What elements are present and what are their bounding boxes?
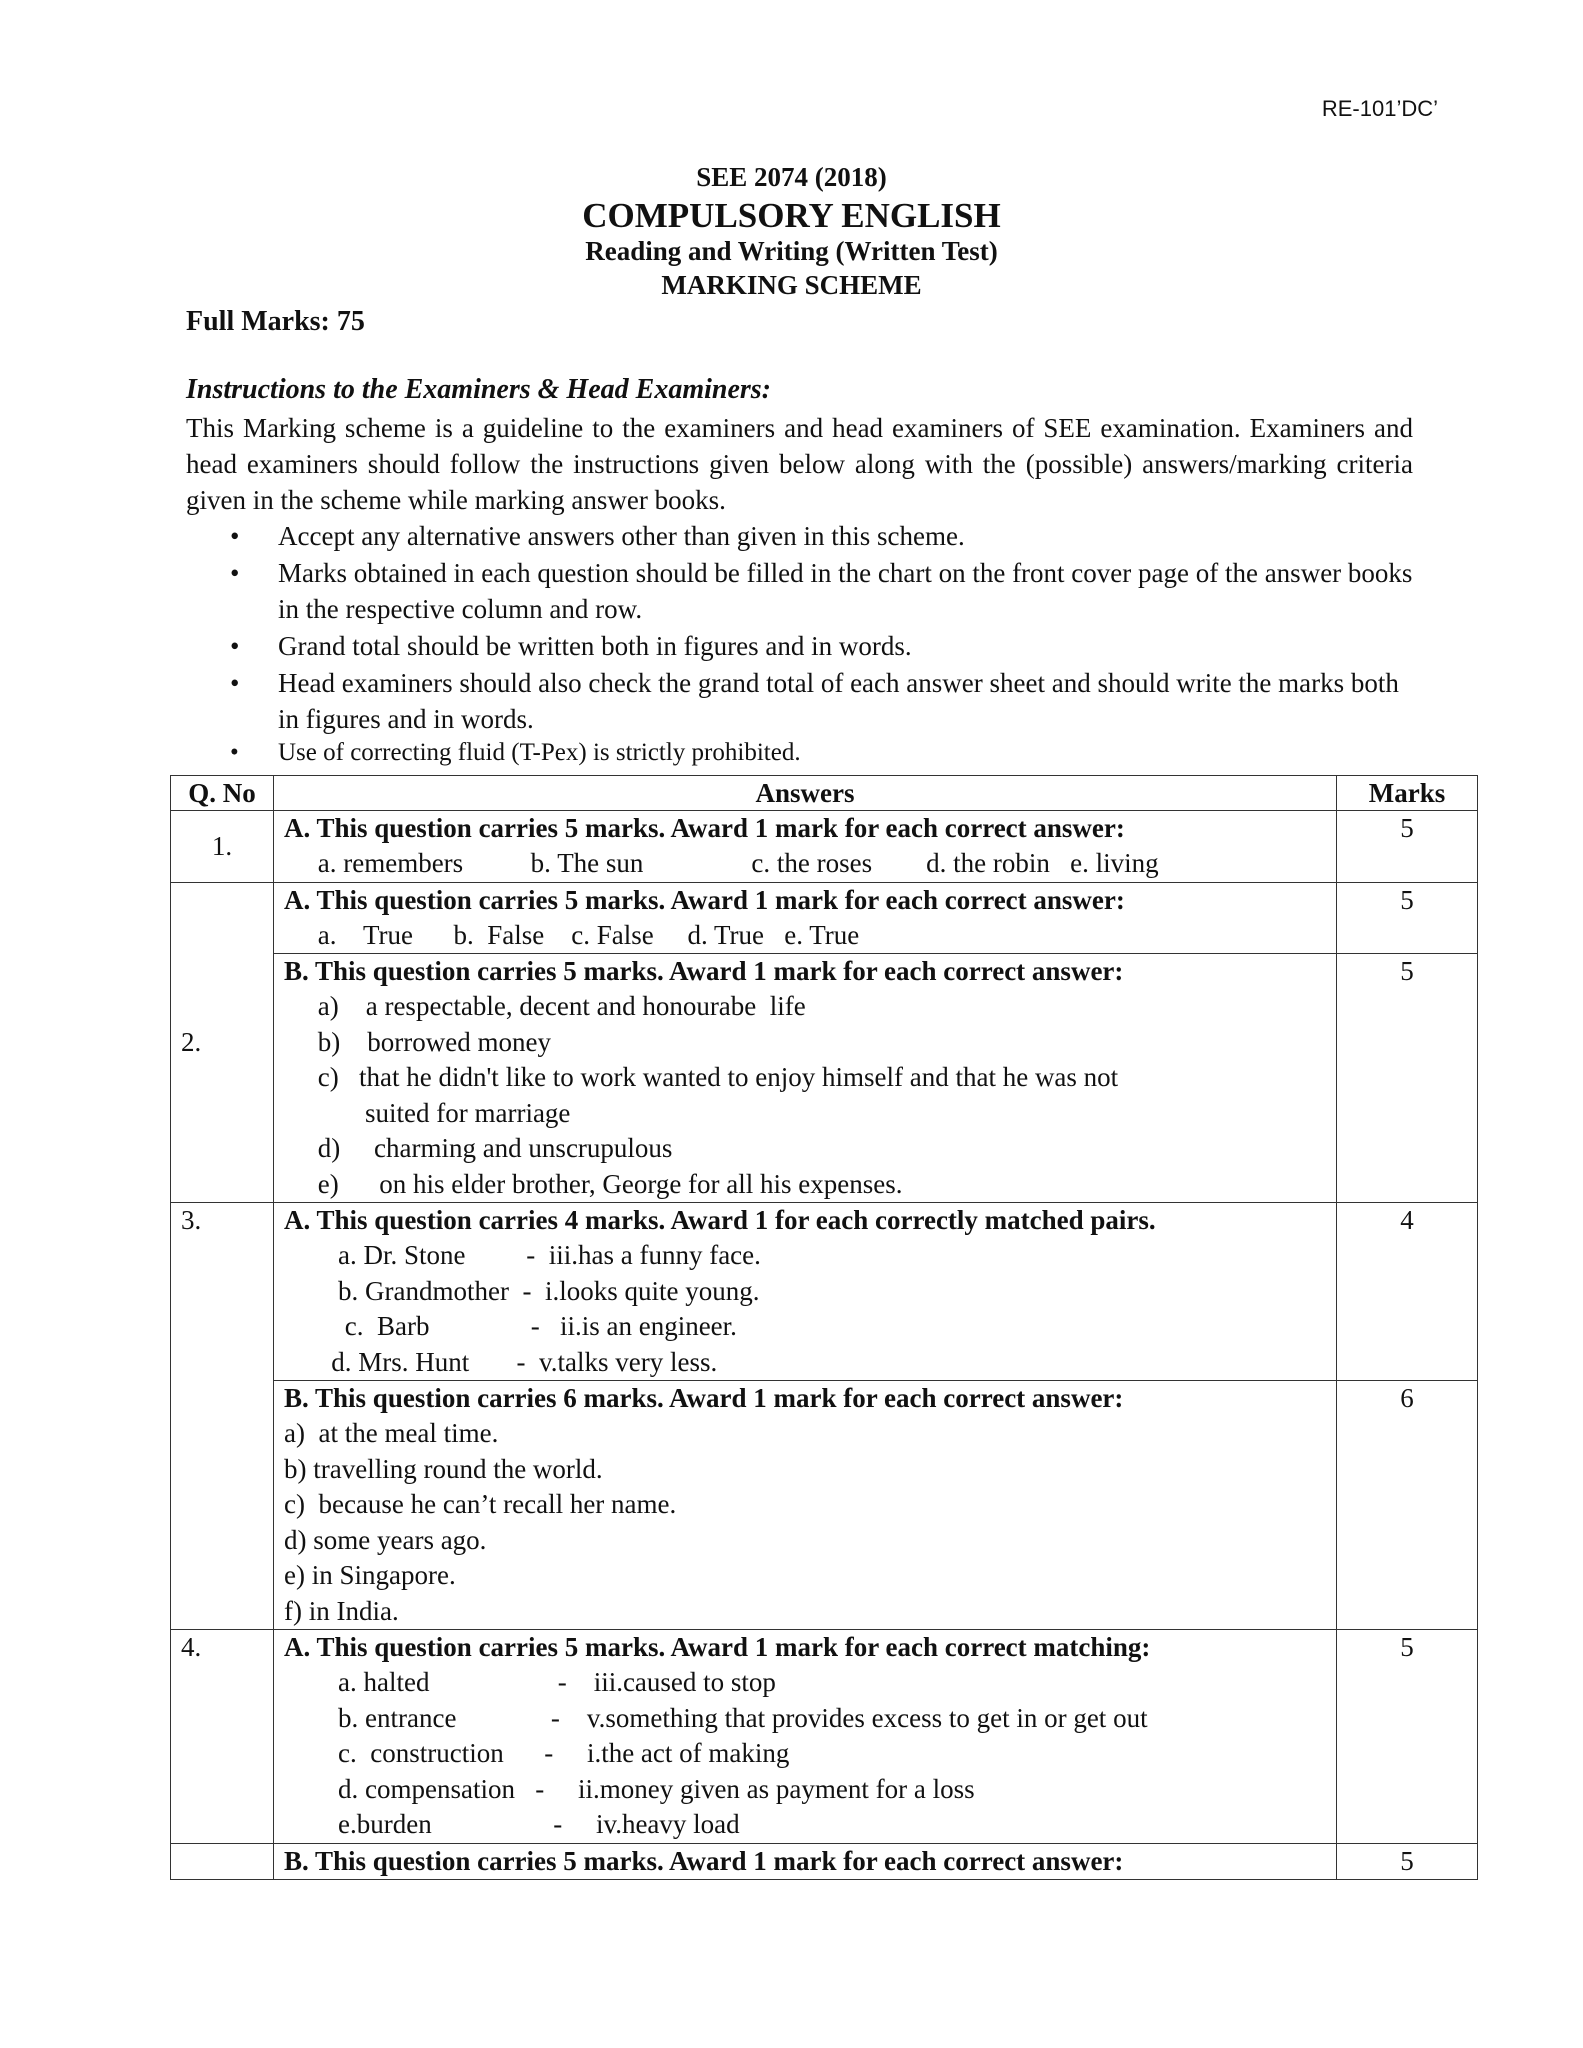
question-number: 3. xyxy=(171,1203,274,1630)
table-row xyxy=(171,954,1478,1203)
marks-cell: 5 xyxy=(1337,882,1478,954)
answer-cell xyxy=(274,1203,1337,1381)
answer-line: a) at the meal time. xyxy=(284,1418,499,1448)
answer-line: c. construction - i.the act of making xyxy=(284,1738,790,1768)
answer-line: d) charming and unscrupulous xyxy=(284,1133,673,1163)
question-part-title: B. This question carries 5 marks. Award 1 mark for each correct answer: xyxy=(284,956,1124,986)
question-part-title: A. This question carries 4 marks. Award 1 for each correctly matched pairs. xyxy=(284,1205,1156,1235)
subject-title: COMPULSORY ENGLISH xyxy=(582,196,1001,235)
bullet-icon: • xyxy=(230,739,239,766)
marks-cell: 5 xyxy=(1337,1843,1478,1879)
answer-line: e) in Singapore. xyxy=(284,1560,456,1590)
table-row xyxy=(171,1843,1478,1879)
table-row xyxy=(171,1630,1478,1844)
document-code: RE-101’DC’ xyxy=(1321,96,1438,121)
answer-line: c. Barb - ii.is an engineer. xyxy=(284,1311,737,1341)
marks-cell: 5 xyxy=(1337,1630,1478,1844)
answer-line: b) travelling round the world. xyxy=(284,1453,603,1484)
table-header-row xyxy=(171,776,1478,811)
bullet-icon: • xyxy=(230,558,240,588)
marks-cell: 6 xyxy=(1337,1381,1478,1630)
table-row xyxy=(171,1203,1478,1381)
answer-line: f) in India. xyxy=(284,1595,399,1626)
question-number: 1. xyxy=(171,811,274,883)
marks-cell: 5 xyxy=(1337,954,1478,1203)
answer-cell xyxy=(274,811,1337,883)
marking-table xyxy=(170,775,1478,1880)
answer-line: a. halted - iii.caused to stop xyxy=(284,1667,776,1697)
instruction-item: • Marks obtained in each question should be filled in the chart on the front cover page of the answer books in the respective column and row. xyxy=(186,555,1413,627)
instruction-item: • Grand total should be written both in figures and in words. xyxy=(186,628,1413,664)
question-number: 2. xyxy=(171,882,274,1203)
answer-cell xyxy=(274,882,1337,954)
answer-line: b. Grandmother - i.looks quite young. xyxy=(284,1275,760,1306)
question-part-title: B. This question carries 6 marks. Award 1 mark for each correct answer: xyxy=(284,1383,1124,1413)
answer-line: c) that he didn't like to work wanted to enjoy himself and that he was not xyxy=(284,1062,1119,1092)
answer-line: suited for marriage xyxy=(284,1097,571,1128)
answer-cell xyxy=(274,1843,1337,1879)
answer-line: d. Mrs. Hunt - v.talks very less. xyxy=(284,1346,718,1377)
instructions-body: This Marking scheme is a guideline to the examiners and head examiners of SEE examination. Examiners and head examiners should follow the instructions given below along with the (possible) answers/marking criteria given in the scheme while marking answer books. xyxy=(186,413,1413,515)
answer-line: d. compensation - ii.money given as payment for a loss xyxy=(284,1773,975,1804)
question-part-title: A. This question carries 5 marks. Award 1 mark for each correct answer: xyxy=(284,884,1125,915)
full-marks: Full Marks: 75 xyxy=(186,306,365,337)
instruction-item: • Head examiners should also check the grand total of each answer sheet and should write the marks both in figures and in words. xyxy=(186,665,1413,737)
instructions-list xyxy=(186,518,1413,769)
answer-line: a. Dr. Stone - iii.has a funny face. xyxy=(284,1240,761,1270)
question-number: 4. xyxy=(171,1630,274,1844)
answer-line: e.burden - iv.heavy load xyxy=(284,1809,740,1839)
bullet-icon: • xyxy=(230,521,240,551)
question-part-title: A. This question carries 5 marks. Award 1 mark for each correct matching: xyxy=(284,1632,1151,1662)
answer-line: b) borrowed money xyxy=(284,1026,551,1057)
table-row xyxy=(171,882,1478,954)
answer-line: e) on his elder brother, George for all his expenses. xyxy=(284,1168,903,1199)
instructions-title: Instructions to the Examiners & Head Examiners: xyxy=(186,374,771,405)
question-part-title: A. This question carries 5 marks. Award 1 mark for each correct answer: xyxy=(284,813,1125,843)
answer-line: a) a respectable, decent and honourabe life xyxy=(284,991,806,1021)
answer-line: d) some years ago. xyxy=(284,1524,487,1555)
header-marks: Marks xyxy=(1337,776,1478,811)
scheme-title: MARKING SCHEME xyxy=(661,270,922,300)
answer-line: c) because he can’t recall her name. xyxy=(284,1489,677,1519)
answer-line: a. True b. False c. False d. True e. True xyxy=(284,919,860,950)
instruction-item: • Accept any alternative answers other than given in this scheme. xyxy=(186,518,1413,554)
bullet-icon: • xyxy=(230,668,240,698)
question-number-empty xyxy=(171,1843,274,1879)
answer-line: a. remembers b. The sun c. the roses d. the robin e. living xyxy=(284,848,1159,878)
header-answers: Answers xyxy=(274,776,1337,811)
answer-line: b. entrance - v.something that provides excess to get in or get out xyxy=(284,1702,1148,1733)
instruction-item: • Use of correcting fluid (T-Pex) is strictly prohibited. xyxy=(230,739,801,766)
header-qno: Q. No xyxy=(171,776,274,811)
table-row xyxy=(171,1381,1478,1630)
marks-cell: 5 xyxy=(1337,811,1478,883)
table-row xyxy=(171,811,1478,883)
marks-cell: 4 xyxy=(1337,1203,1478,1381)
paper-subtitle: Reading and Writing (Written Test) xyxy=(585,236,998,266)
exam-year: SEE 2074 (2018) xyxy=(696,162,887,192)
question-part-title: B. This question carries 5 marks. Award 1 mark for each correct answer: xyxy=(284,1845,1124,1876)
bullet-icon: • xyxy=(230,631,240,661)
answer-cell xyxy=(274,1381,1337,1630)
answer-cell xyxy=(274,1630,1337,1844)
answer-cell xyxy=(274,954,1337,1203)
